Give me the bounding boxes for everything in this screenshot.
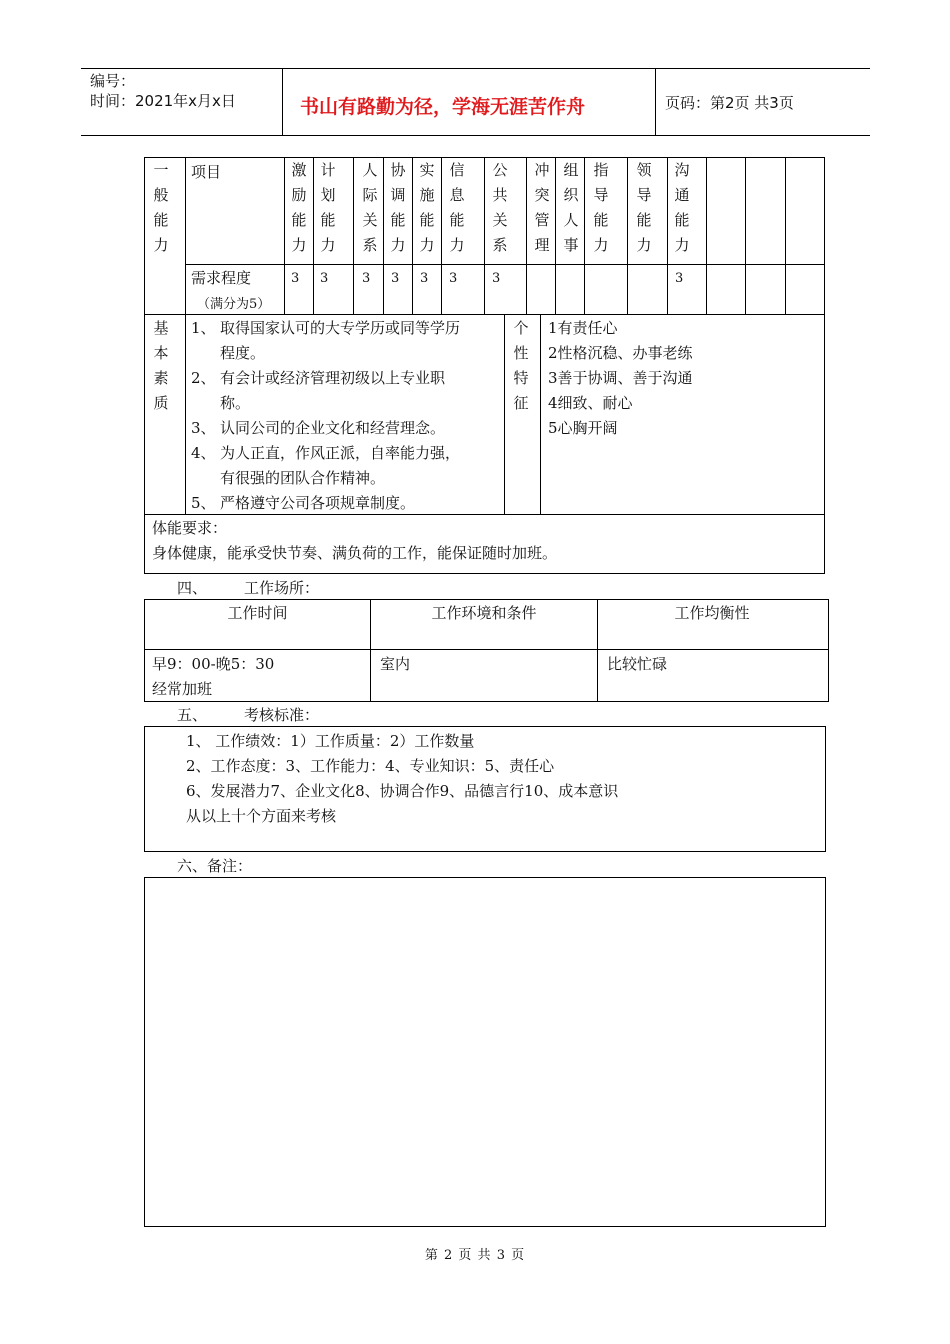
document-date: 时间：2021年x月x日 xyxy=(90,92,236,110)
quality-item-text: 有会计或经济管理初级以上专业职 xyxy=(220,369,446,387)
basic-quality-label: 基本素质 xyxy=(153,319,169,412)
personality-item: 5心胸开阔 xyxy=(548,419,618,437)
ability-header: 人际关系 xyxy=(362,161,378,254)
section-number: 五、 xyxy=(177,706,208,724)
ability-header: 组织人事 xyxy=(563,161,579,254)
personality-label: 个性特征 xyxy=(513,319,529,412)
physical-text: 身体健康，能承受快节奏、满负荷的工作，能保证随时加班。 xyxy=(152,544,558,562)
ability-header: 信息能力 xyxy=(449,161,465,254)
section-title: 考核标准： xyxy=(244,706,320,724)
header-bottom-rule xyxy=(81,135,870,136)
work-time: 早9：00-晚5：30 xyxy=(152,655,275,673)
quality-item-number: 4、 xyxy=(191,444,216,462)
demand-value: 3 xyxy=(391,271,400,286)
demand-level-label: 需求程度 xyxy=(191,269,252,287)
quality-item-text: 严格遵守公司各项规章制度。 xyxy=(220,494,416,512)
ability-header: 指导能力 xyxy=(593,161,609,254)
work-environment: 室内 xyxy=(380,655,411,673)
column-header: 工作时间 xyxy=(227,604,288,622)
quality-item-text: 程度。 xyxy=(220,344,266,362)
section-number: 四、 xyxy=(177,579,208,597)
remarks-title: 六、备注： xyxy=(177,857,253,875)
remarks-box xyxy=(144,877,826,1227)
quality-item-number: 3、 xyxy=(191,419,216,437)
quality-item-number: 2、 xyxy=(191,369,216,387)
personality-item: 3善于协调、善于沟通 xyxy=(548,369,693,387)
assessment-line: 从以上十个方面来考核 xyxy=(186,807,337,825)
quality-item-text: 为人正直，作风正派，自率能力强， xyxy=(220,444,461,462)
demand-value: 3 xyxy=(675,271,684,286)
demand-value: 3 xyxy=(449,271,458,286)
assessment-line: 2、工作态度：3、工作能力：4、专业知识：5、责任心 xyxy=(186,757,555,775)
assessment-line: 1、 工作绩效：1）工作质量：2）工作数量 xyxy=(186,732,475,750)
quality-item-text: 称。 xyxy=(220,394,251,412)
quality-item-text: 有很强的团队合作精神。 xyxy=(220,469,386,487)
demand-value: 3 xyxy=(420,271,429,286)
demand-level-note: （满分为5） xyxy=(197,297,271,312)
quality-item-number: 1、 xyxy=(191,319,216,337)
column-header: 工作环境和条件 xyxy=(431,604,537,622)
assessment-line: 6、发展潜力7、企业文化8、协调合作9、品德言行10、成本意识 xyxy=(186,782,619,800)
item-header: 项目 xyxy=(191,163,222,181)
demand-value: 3 xyxy=(320,271,329,286)
demand-value: 3 xyxy=(291,271,300,286)
page-indicator: 页码：第2页 共3页 xyxy=(665,94,794,112)
personality-item: 1有责任心 xyxy=(548,319,618,337)
header-motto: 书山有路勤为径，学海无涯苦作舟 xyxy=(300,96,586,118)
demand-value: 3 xyxy=(362,271,371,286)
ability-header: 实施能力 xyxy=(419,161,435,254)
header-top-rule xyxy=(81,68,870,69)
personality-item: 2性格沉稳、办事老练 xyxy=(548,344,693,362)
personality-item: 4细致、耐心 xyxy=(548,394,633,412)
document-number-label: 编号： xyxy=(90,72,136,90)
header-divider xyxy=(655,68,656,136)
ability-header: 领导能力 xyxy=(636,161,652,254)
section-title: 工作场所： xyxy=(244,579,320,597)
header-divider xyxy=(282,68,283,136)
demand-value: 3 xyxy=(492,271,501,286)
column-header: 工作均衡性 xyxy=(674,604,750,622)
ability-header: 协调能力 xyxy=(390,161,406,254)
work-balance: 比较忙碌 xyxy=(607,655,668,673)
quality-item-text: 取得国家认可的大专学历或同等学历 xyxy=(220,319,461,337)
quality-item-text: 认同公司的企业文化和经营理念。 xyxy=(220,419,446,437)
ability-header: 公共关系 xyxy=(492,161,508,254)
page-footer: 第 2 页 共 3 页 xyxy=(424,1248,526,1263)
ability-header: 冲突管理 xyxy=(534,161,550,254)
quality-item-number: 5、 xyxy=(191,494,216,512)
work-time-note: 经常加班 xyxy=(152,680,213,698)
ability-header: 计划能力 xyxy=(320,161,336,254)
ability-header: 激励能力 xyxy=(291,161,307,254)
physical-label: 体能要求： xyxy=(152,519,228,537)
general-ability-label: 一般能力 xyxy=(153,161,169,254)
ability-header: 沟通能力 xyxy=(674,161,690,254)
